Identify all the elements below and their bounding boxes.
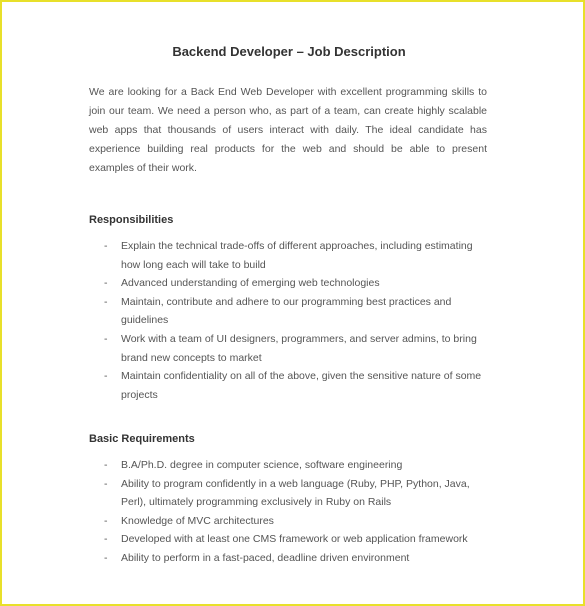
list-item <box>104 274 494 293</box>
list-item-text: Advanced understanding of emerging web technologies <box>121 277 380 290</box>
list-item-text: Maintain confidentiality on all of the above, given the sensitive nature of some projects <box>121 370 482 401</box>
list-item-text: Developed with at least one CMS framework or web application framework <box>121 533 468 546</box>
list-item <box>104 530 494 549</box>
list-item <box>104 293 494 330</box>
bullet-dash: - <box>104 533 108 546</box>
list-item <box>104 237 494 274</box>
list-item-text: Knowledge of MVC architectures <box>121 514 274 527</box>
list-item-text: Explain the technical trade-offs of different approaches, including estimating how long each will take to build <box>121 240 473 271</box>
list-item <box>104 330 494 367</box>
list-item <box>104 549 494 568</box>
list-item-text: B.A/Ph.D. degree in computer science, software engineering <box>121 459 403 471</box>
list-item-text: Ability to perform in a fast-paced, deadline driven environment <box>121 551 410 564</box>
list-item <box>104 456 494 475</box>
bullet-dash: - <box>104 459 108 471</box>
bullet-dash: - <box>104 332 108 345</box>
bullet-dash: - <box>104 295 108 308</box>
bullet-dash: - <box>104 277 108 290</box>
intro-paragraph: We are looking for a Back End Web Developer with excellent programming skills to join our team. We need a person who, as part of a team, can create highly scalable web apps that thousands of users interact with daily. The ideal candidate has experience building real products for the web and should be able to present examples of their work. <box>89 86 487 174</box>
list-item-text: Work with a team of UI designers, programmers, and server admins, to bring brand new concepts to market <box>121 332 477 364</box>
list-item <box>104 367 494 404</box>
responsibilities-heading: Responsibilities <box>89 214 174 226</box>
responsibilities-list <box>104 237 494 404</box>
list-item <box>104 475 494 512</box>
bullet-dash: - <box>104 551 108 564</box>
document-title: Backend Developer – Job Description <box>172 44 406 59</box>
list-item-text: Maintain, contribute and adhere to our programming best practices and guidelines <box>121 295 452 327</box>
bullet-dash: - <box>104 370 108 383</box>
list-item <box>104 512 494 531</box>
requirements-list <box>104 456 494 568</box>
requirements-heading: Basic Requirements <box>89 433 195 445</box>
bullet-dash: - <box>104 514 108 527</box>
bullet-dash: - <box>104 477 108 490</box>
bullet-dash: - <box>104 240 108 252</box>
list-item-text: Ability to program confidently in a web language (Ruby, PHP, Python, Java, Perl), ultimately programming exclusively in Ruby on Rails <box>121 477 470 509</box>
